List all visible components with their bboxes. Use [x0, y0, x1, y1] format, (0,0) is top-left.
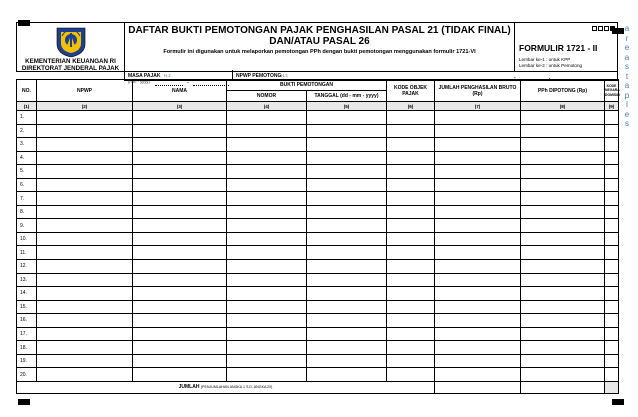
table-cell-input[interactable]	[37, 124, 133, 138]
table-cell-input[interactable]	[307, 124, 387, 138]
table-cell-input[interactable]	[387, 327, 435, 341]
table-cell-input[interactable]	[605, 219, 619, 233]
table-cell-input[interactable]	[521, 138, 605, 152]
total-label: JUMLAH	[178, 384, 200, 391]
row-number: 2.	[17, 124, 37, 138]
table-cell-input[interactable]	[521, 287, 605, 301]
table-row	[17, 327, 619, 341]
side-letter: e	[624, 109, 630, 119]
table-cell-input[interactable]	[133, 300, 227, 314]
table-row	[17, 138, 619, 152]
col-header-negara: KODE NEGARA DOMISILI	[605, 80, 619, 102]
table-cell-input[interactable]	[307, 151, 387, 165]
form-title-line-1: DAFTAR BUKTI PEMOTONGAN PAJAK PENGHASILAN PASAL 21 (TIDAK FINAL)	[128, 25, 511, 36]
col-header-kode-objek: KODE OBJEK PAJAK	[387, 80, 435, 102]
table-cell-input[interactable]	[435, 232, 521, 246]
table-cell-input[interactable]	[521, 165, 605, 179]
total-value-input[interactable]	[521, 381, 605, 393]
table-cell-input[interactable]	[521, 178, 605, 192]
table-cell-input[interactable]	[133, 260, 227, 274]
square-box	[592, 26, 597, 31]
row-number: 13.	[17, 273, 37, 287]
npwp-pemotong-label: NPWP PEMOTONG	[236, 73, 282, 79]
sheet-note-1: Lembar ke-1 : untuk KPP	[519, 57, 571, 62]
col-header-nomor: NOMOR	[227, 91, 307, 102]
table-cell-input[interactable]	[605, 287, 619, 301]
table-cell-input[interactable]	[605, 111, 619, 125]
table-row	[17, 111, 619, 125]
row-number: 1.	[17, 111, 37, 125]
table-cell-input[interactable]	[387, 151, 435, 165]
npwp-pemotong-hint: H.3	[281, 73, 288, 78]
table-cell-input[interactable]	[387, 341, 435, 355]
form-title-line-2: DAN/ATAU PASAL 26	[269, 36, 370, 47]
org-line-2: DIREKTORAT JENDERAL PAJAK	[21, 65, 120, 73]
table-cell-input[interactable]	[37, 354, 133, 368]
table-cell-input[interactable]	[521, 192, 605, 206]
table-cell-input[interactable]	[435, 354, 521, 368]
column-number: (2)	[37, 102, 133, 111]
table-cell-input[interactable]	[605, 314, 619, 328]
table-cell-input[interactable]	[133, 165, 227, 179]
total-label-cell	[17, 381, 435, 393]
table-row	[17, 273, 619, 287]
table-cell-input[interactable]	[435, 287, 521, 301]
row-number: 5.	[17, 165, 37, 179]
registration-mark-bottom-left	[18, 399, 30, 405]
table-cell-input[interactable]	[435, 341, 521, 355]
table-cell-input[interactable]	[605, 327, 619, 341]
table-cell-input[interactable]	[387, 314, 435, 328]
side-letter: r	[625, 33, 629, 43]
table-cell-input[interactable]	[307, 341, 387, 355]
table-cell-input[interactable]	[133, 178, 227, 192]
table-cell-input[interactable]	[133, 205, 227, 219]
sheet-notes	[519, 57, 582, 68]
table-cell-input[interactable]	[307, 192, 387, 206]
table-cell-input[interactable]	[605, 273, 619, 287]
side-letter: s	[625, 62, 629, 71]
table-cell-input[interactable]	[387, 287, 435, 301]
table-row	[17, 368, 619, 382]
column-number-row	[17, 102, 619, 111]
table-cell-input[interactable]	[387, 219, 435, 233]
staples-area-label	[620, 24, 634, 129]
masa-pajak-label: MASA PAJAK	[128, 73, 161, 79]
square-box	[604, 26, 609, 31]
table-cell-input[interactable]	[605, 354, 619, 368]
table-cell-input[interactable]	[307, 354, 387, 368]
table-cell-input[interactable]	[521, 219, 605, 233]
table-row	[17, 124, 619, 138]
table-cell-input[interactable]	[307, 138, 387, 152]
table-cell-input[interactable]	[227, 151, 307, 165]
table-cell-input[interactable]	[133, 287, 227, 301]
npwp-dash: -	[514, 75, 516, 81]
table-cell-input[interactable]	[387, 354, 435, 368]
row-number: 16.	[17, 314, 37, 328]
column-number: (9)	[605, 102, 619, 111]
table-cell-input[interactable]	[227, 273, 307, 287]
table-cell-input[interactable]	[435, 205, 521, 219]
side-letter: a	[624, 24, 630, 33]
table-cell-input[interactable]	[307, 287, 387, 301]
table-cell-input[interactable]	[37, 341, 133, 355]
table-cell-input[interactable]	[521, 368, 605, 382]
table-cell-input[interactable]	[521, 124, 605, 138]
table-cell-input[interactable]	[435, 124, 521, 138]
col-header-nama: NAMA	[133, 80, 227, 102]
column-number: (7)	[435, 102, 521, 111]
form-code-block	[515, 23, 617, 71]
table-cell-input[interactable]	[37, 111, 133, 125]
table-cell-input[interactable]	[605, 138, 619, 152]
column-number: (1)	[17, 102, 37, 111]
table-row	[17, 354, 619, 368]
table-cell-input[interactable]	[307, 260, 387, 274]
table-cell-input[interactable]	[387, 192, 435, 206]
table-cell-input[interactable]	[227, 205, 307, 219]
table-cell-input[interactable]	[521, 260, 605, 274]
table-cell-input[interactable]	[521, 151, 605, 165]
npwp-dot: .	[549, 75, 551, 81]
total-blank-cell	[605, 381, 619, 393]
column-number: (6)	[387, 102, 435, 111]
table-cell-input[interactable]	[227, 368, 307, 382]
table-cell-input[interactable]	[605, 341, 619, 355]
table-cell-input[interactable]	[605, 124, 619, 138]
column-number: (3)	[133, 102, 227, 111]
col-header-no: NO.	[17, 80, 37, 102]
table-cell-input[interactable]	[133, 354, 227, 368]
table-cell-input[interactable]	[133, 192, 227, 206]
square-box	[598, 26, 603, 31]
table-cell-input[interactable]	[605, 178, 619, 192]
org-line-1: KEMENTERIAN KEUANGAN RI	[25, 58, 116, 65]
column-number: (8)	[521, 102, 605, 111]
org-name	[22, 58, 119, 72]
registration-mark-bottom-right	[612, 399, 624, 405]
table-cell-input[interactable]	[435, 138, 521, 152]
table-cell-input[interactable]	[227, 260, 307, 274]
table-row	[17, 165, 619, 179]
table-cell-input[interactable]	[133, 232, 227, 246]
side-letter: s	[625, 119, 629, 128]
table-cell-input[interactable]	[605, 232, 619, 246]
table-cell-input[interactable]	[307, 219, 387, 233]
row-number: 12.	[17, 260, 37, 274]
table-cell-input[interactable]	[37, 192, 133, 206]
table-cell-input[interactable]	[37, 205, 133, 219]
table-row	[17, 341, 619, 355]
table-cell-input[interactable]	[307, 232, 387, 246]
side-letter: t	[625, 71, 629, 81]
table-cell-input[interactable]	[435, 246, 521, 260]
table-cell-input[interactable]	[227, 287, 307, 301]
table-cell-input[interactable]	[37, 219, 133, 233]
table-cell-input[interactable]	[387, 368, 435, 382]
table-cell-input[interactable]	[307, 178, 387, 192]
table-cell-input[interactable]	[307, 327, 387, 341]
table-cell-input[interactable]	[521, 300, 605, 314]
table-cell-input[interactable]	[133, 111, 227, 125]
table-cell-input[interactable]	[307, 205, 387, 219]
table-cell-input[interactable]	[605, 165, 619, 179]
table-cell-input[interactable]	[435, 314, 521, 328]
masa-pajak-format: (mm - yyyy)	[128, 79, 150, 84]
table-cell-input[interactable]	[387, 246, 435, 260]
side-letter: e	[624, 43, 630, 52]
table-cell-input[interactable]	[435, 178, 521, 192]
row-number: 7.	[17, 192, 37, 206]
side-letter: a	[624, 81, 630, 90]
row-number: 19.	[17, 354, 37, 368]
table-row	[17, 151, 619, 165]
table-cell-input[interactable]	[521, 232, 605, 246]
table-cell-input[interactable]	[435, 327, 521, 341]
column-number: (4)	[227, 102, 307, 111]
table-cell-input[interactable]	[435, 300, 521, 314]
table-cell-input[interactable]	[605, 300, 619, 314]
table-cell-input[interactable]	[605, 151, 619, 165]
table-cell-input[interactable]	[227, 327, 307, 341]
form-squares	[592, 26, 615, 31]
table-cell-input[interactable]	[227, 178, 307, 192]
table-row	[17, 232, 619, 246]
row-number: 20.	[17, 368, 37, 382]
table-row	[17, 260, 619, 274]
table-cell-input[interactable]	[227, 219, 307, 233]
table-cell-input[interactable]	[37, 260, 133, 274]
table-cell-input[interactable]	[133, 341, 227, 355]
table-cell-input[interactable]	[133, 327, 227, 341]
masa-dash: -	[187, 80, 189, 86]
row-number: 3.	[17, 138, 37, 152]
form-code: FORMULIR 1721 - II	[519, 43, 598, 53]
table-cell-input[interactable]	[37, 273, 133, 287]
column-number: (5)	[307, 102, 387, 111]
table-cell-input[interactable]	[435, 273, 521, 287]
table-cell-input[interactable]	[227, 232, 307, 246]
masa-pajak-hint: H.2	[164, 73, 171, 78]
table-cell-input[interactable]	[521, 341, 605, 355]
col-header-npwp: NPWP	[37, 80, 133, 102]
table-cell-input[interactable]	[37, 368, 133, 382]
row-number: 14.	[17, 287, 37, 301]
total-row	[17, 381, 619, 393]
table-cell-input[interactable]	[387, 232, 435, 246]
col-header-pph: PPh DIPOTONG (Rp)	[521, 80, 605, 102]
row-number: 17.	[17, 327, 37, 341]
table-cell-input[interactable]	[605, 192, 619, 206]
table-cell-input[interactable]	[37, 178, 133, 192]
table-cell-input[interactable]	[387, 165, 435, 179]
table-cell-input[interactable]	[521, 246, 605, 260]
table-cell-input[interactable]	[521, 314, 605, 328]
table-cell-input[interactable]	[227, 124, 307, 138]
row-number: 15.	[17, 300, 37, 314]
table-cell-input[interactable]	[435, 111, 521, 125]
table-cell-input[interactable]	[435, 192, 521, 206]
table-row	[17, 192, 619, 206]
table-cell-input[interactable]	[133, 124, 227, 138]
table-cell-input[interactable]	[387, 138, 435, 152]
table-row	[17, 178, 619, 192]
col-header-bruto: JUMLAH PENGHASILAN BRUTO (Rp)	[435, 80, 521, 102]
table-cell-input[interactable]	[435, 219, 521, 233]
table-cell-input[interactable]	[521, 354, 605, 368]
table-row	[17, 246, 619, 260]
form-subtitle: Formulir ini digunakan untuk melaporkan pemotongan PPh dengan bukti pemotongan menggunakan formulir 1721-VI	[163, 49, 476, 55]
table-cell-input[interactable]	[307, 368, 387, 382]
table-row	[17, 314, 619, 328]
table-cell-input[interactable]	[227, 246, 307, 260]
table-cell-input[interactable]	[435, 368, 521, 382]
row-number: 4.	[17, 151, 37, 165]
table-row	[17, 219, 619, 233]
table-cell-input[interactable]	[387, 111, 435, 125]
table-cell-input[interactable]	[227, 300, 307, 314]
col-header-bukti: BUKTI PEMOTONGAN	[227, 80, 387, 91]
table-cell-input[interactable]	[387, 260, 435, 274]
table-cell-input[interactable]	[133, 273, 227, 287]
ministry-emblem-icon	[53, 24, 89, 58]
table-cell-input[interactable]	[307, 300, 387, 314]
table-cell-input[interactable]	[37, 138, 133, 152]
table-cell-input[interactable]	[521, 327, 605, 341]
table-cell-input[interactable]	[387, 205, 435, 219]
table-cell-input[interactable]	[307, 314, 387, 328]
table-cell-input[interactable]	[133, 246, 227, 260]
table-cell-input[interactable]	[227, 111, 307, 125]
row-number: 11.	[17, 246, 37, 260]
table-cell-input[interactable]	[387, 178, 435, 192]
table-cell-input[interactable]	[387, 124, 435, 138]
table-cell-input[interactable]	[37, 232, 133, 246]
table-cell-input[interactable]	[521, 273, 605, 287]
row-number: 9.	[17, 219, 37, 233]
table-cell-input[interactable]	[227, 354, 307, 368]
table-row	[17, 300, 619, 314]
table-cell-input[interactable]	[133, 314, 227, 328]
table-cell-input[interactable]	[227, 165, 307, 179]
side-letter: a	[624, 52, 630, 62]
table-cell-input[interactable]	[387, 300, 435, 314]
table-cell-input[interactable]	[605, 246, 619, 260]
title-block	[125, 23, 515, 71]
table-cell-input[interactable]	[227, 138, 307, 152]
table-cell-input[interactable]	[37, 165, 133, 179]
table-cell-input[interactable]	[37, 300, 133, 314]
table-cell-input[interactable]	[307, 165, 387, 179]
row-number: 10.	[17, 232, 37, 246]
total-value-input[interactable]	[435, 381, 521, 393]
table-cell-input[interactable]	[37, 314, 133, 328]
ministry-block	[17, 23, 125, 71]
table-cell-input[interactable]	[521, 111, 605, 125]
table-cell-input[interactable]	[435, 151, 521, 165]
table-cell-input[interactable]	[227, 314, 307, 328]
table-cell-input[interactable]	[387, 273, 435, 287]
table-cell-input[interactable]	[307, 111, 387, 125]
table-cell-input[interactable]	[133, 138, 227, 152]
table-row	[17, 205, 619, 219]
table-cell-input[interactable]	[133, 151, 227, 165]
sheet-note-2: Lembar ke-2 : untuk Pemotong	[519, 62, 583, 68]
square-box-filled	[610, 26, 615, 31]
total-note: (PENJUMLAHAN ANGKA 1 S.D. ANGKA 20)	[200, 385, 273, 390]
table-row	[17, 287, 619, 301]
table-cell-input[interactable]	[605, 205, 619, 219]
row-number: 18.	[17, 341, 37, 355]
row-number: 8.	[17, 205, 37, 219]
col-header-tanggal: TANGGAL (dd - mm - yyyy)	[307, 91, 387, 102]
side-letter: l	[626, 100, 628, 109]
table-cell-input[interactable]	[605, 368, 619, 382]
table-cell-input[interactable]	[227, 341, 307, 355]
row-number: 6.	[17, 178, 37, 192]
table-cell-input[interactable]	[133, 219, 227, 233]
withholding-table	[16, 79, 619, 394]
table-cell-input[interactable]	[37, 151, 133, 165]
table-cell-input[interactable]	[307, 273, 387, 287]
table-cell-input[interactable]	[37, 287, 133, 301]
side-letter: p	[624, 90, 630, 100]
table-cell-input[interactable]	[307, 246, 387, 260]
table-cell-input[interactable]	[521, 205, 605, 219]
table-cell-input[interactable]	[37, 327, 133, 341]
table-cell-input[interactable]	[435, 260, 521, 274]
table-cell-input[interactable]	[227, 192, 307, 206]
form-header	[16, 22, 618, 72]
table-cell-input[interactable]	[605, 260, 619, 274]
table-cell-input[interactable]	[435, 165, 521, 179]
table-cell-input[interactable]	[37, 246, 133, 260]
table-cell-input[interactable]	[133, 368, 227, 382]
